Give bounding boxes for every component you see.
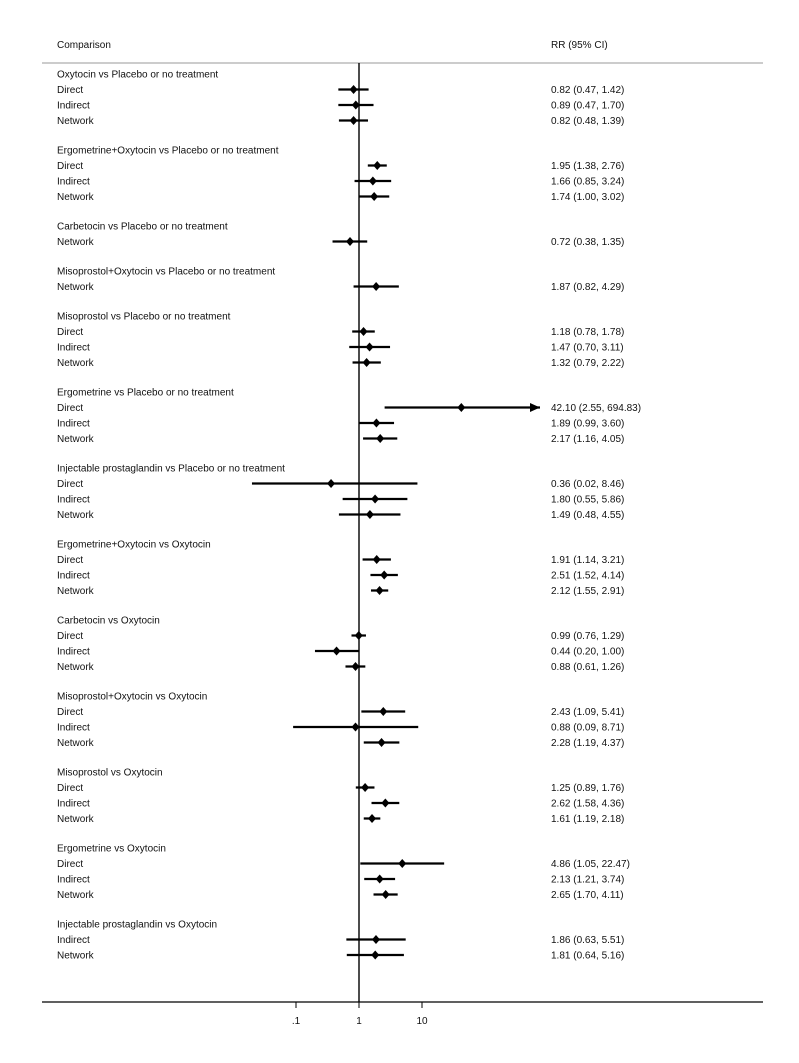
rr-ci-value: 0.89 (0.47, 1.70) xyxy=(551,100,625,112)
rr-ci-value: 1.49 (0.48, 4.55) xyxy=(551,510,625,521)
point-estimate xyxy=(376,434,384,443)
group-title: Carbetocin vs Placebo or no treatment xyxy=(57,221,228,233)
rr-ci-value: 1.32 (0.79, 2.22) xyxy=(551,358,625,369)
rr-ci-value: 0.36 (0.02, 8.46) xyxy=(551,479,625,490)
group-title: Injectable prostaglandin vs Oxytocin xyxy=(57,919,218,931)
rr-ci-value: 42.10 (2.55, 694.83) xyxy=(551,403,642,414)
group-title: Misoprostol vs Placebo or no treatment xyxy=(57,311,231,323)
rr-ci-value: 1.74 (1.00, 3.02) xyxy=(551,192,625,203)
point-estimate xyxy=(380,571,388,580)
row-label: Network xyxy=(57,116,94,127)
group-title: Carbetocin vs Oxytocin xyxy=(57,615,160,627)
rr-ci-value: 0.99 (0.76, 1.29) xyxy=(551,631,625,642)
header-comparison: Comparison xyxy=(57,40,111,51)
rr-ci-value: 1.87 (0.82, 4.29) xyxy=(551,282,625,293)
rr-ci-value: 0.82 (0.48, 1.39) xyxy=(551,116,625,127)
rr-ci-value: 1.25 (0.89, 1.76) xyxy=(551,783,625,794)
point-estimate xyxy=(381,799,389,808)
row-label: Network xyxy=(57,282,94,293)
row-label: Indirect xyxy=(57,176,90,188)
row-label: Indirect xyxy=(57,646,90,658)
row-label: Direct xyxy=(57,85,84,96)
point-estimate xyxy=(378,738,386,747)
point-estimate xyxy=(370,192,378,201)
row-label: Network xyxy=(57,950,94,962)
point-estimate xyxy=(373,161,381,170)
rr-ci-value: 0.88 (0.61, 1.26) xyxy=(551,662,625,673)
point-estimate xyxy=(376,586,384,595)
rr-ci-value: 0.82 (0.47, 1.42) xyxy=(551,85,625,96)
row-label: Network xyxy=(57,814,94,825)
row-label: Indirect xyxy=(57,100,90,112)
row-label: Network xyxy=(57,586,94,597)
rr-ci-value: 1.66 (0.85, 3.24) xyxy=(551,176,625,188)
row-label: Indirect xyxy=(57,798,90,810)
group-title: Oxytocin vs Placebo or no treatment xyxy=(57,69,219,81)
row-label: Indirect xyxy=(57,935,90,946)
point-estimate xyxy=(333,647,341,656)
header-estimate: RR (95% CI) xyxy=(551,40,608,51)
rr-ci-value: 0.44 (0.20, 1.00) xyxy=(551,646,625,658)
point-estimate xyxy=(366,510,374,519)
row-label: Indirect xyxy=(57,342,90,354)
rr-ci-value: 1.91 (1.14, 3.21) xyxy=(551,555,625,566)
point-estimate xyxy=(376,875,384,884)
group-title: Misoprostol+Oxytocin vs Placebo or no treatment xyxy=(57,266,276,278)
row-label: Direct xyxy=(57,707,84,718)
rr-ci-value: 1.95 (1.38, 2.76) xyxy=(551,161,625,172)
point-estimate xyxy=(369,177,377,186)
row-label: Direct xyxy=(57,783,84,794)
x-tick-label: 1 xyxy=(356,1016,362,1027)
point-estimate xyxy=(372,419,380,428)
point-estimate xyxy=(361,783,369,792)
rr-ci-value: 2.51 (1.52, 4.14) xyxy=(551,570,625,582)
point-estimate xyxy=(355,631,363,640)
rr-ci-value: 1.86 (0.63, 5.51) xyxy=(551,935,625,946)
group-title: Misoprostol+Oxytocin vs Oxytocin xyxy=(57,691,208,703)
point-estimate xyxy=(350,116,358,125)
rr-ci-value: 0.72 (0.38, 1.35) xyxy=(551,237,625,248)
row-label: Network xyxy=(57,237,94,248)
group-title: Ergometrine vs Placebo or no treatment xyxy=(57,387,234,399)
group-title: Ergometrine+Oxytocin vs Placebo or no treatment xyxy=(57,145,279,157)
point-estimate xyxy=(372,282,380,291)
rr-ci-value: 2.13 (1.21, 3.74) xyxy=(551,874,625,886)
row-label: Network xyxy=(57,662,94,673)
row-label: Direct xyxy=(57,859,84,870)
row-label: Network xyxy=(57,192,94,203)
ci-arrow xyxy=(530,403,540,412)
point-estimate xyxy=(363,358,371,367)
point-estimate xyxy=(379,707,387,716)
group-title: Injectable prostaglandin vs Placebo or no treatment xyxy=(57,463,285,475)
x-tick-label: 10 xyxy=(416,1016,428,1027)
point-estimate xyxy=(371,495,379,504)
point-estimate xyxy=(368,814,376,823)
row-label: Direct xyxy=(57,555,84,566)
rr-ci-value: 2.28 (1.19, 4.37) xyxy=(551,738,625,749)
point-estimate xyxy=(457,403,465,412)
row-label: Network xyxy=(57,358,94,369)
row-label: Indirect xyxy=(57,418,90,430)
group-title: Ergometrine vs Oxytocin xyxy=(57,843,166,855)
row-label: Indirect xyxy=(57,494,90,506)
rr-ci-value: 2.17 (1.16, 4.05) xyxy=(551,434,625,445)
row-label: Network xyxy=(57,738,94,749)
rr-ci-value: 1.81 (0.64, 5.16) xyxy=(551,950,625,962)
rr-ci-value: 2.12 (1.55, 2.91) xyxy=(551,586,625,597)
point-estimate xyxy=(366,343,374,352)
row-label: Network xyxy=(57,434,94,445)
point-estimate xyxy=(371,951,379,960)
row-label: Direct xyxy=(57,631,84,642)
rr-ci-value: 2.62 (1.58, 4.36) xyxy=(551,798,625,810)
row-label: Network xyxy=(57,510,94,521)
rr-ci-value: 2.65 (1.70, 4.11) xyxy=(551,890,624,901)
row-label: Network xyxy=(57,890,94,901)
point-estimate xyxy=(398,859,406,868)
rr-ci-value: 1.18 (0.78, 1.78) xyxy=(551,327,625,338)
row-label: Indirect xyxy=(57,722,90,734)
rr-ci-value: 1.47 (0.70, 3.11) xyxy=(551,342,624,354)
rr-ci-value: 0.88 (0.09, 8.71) xyxy=(551,722,625,734)
point-estimate xyxy=(350,85,358,94)
row-label: Direct xyxy=(57,479,84,490)
group-title: Misoprostol vs Oxytocin xyxy=(57,767,163,779)
point-estimate xyxy=(382,890,390,899)
row-label: Indirect xyxy=(57,874,90,886)
point-estimate xyxy=(373,555,381,564)
row-label: Direct xyxy=(57,403,84,414)
point-estimate xyxy=(372,935,380,944)
x-tick-label: .1 xyxy=(291,1016,301,1027)
point-estimate xyxy=(346,237,354,246)
rr-ci-value: 1.89 (0.99, 3.60) xyxy=(551,418,625,430)
rr-ci-value: 4.86 (1.05, 22.47) xyxy=(551,859,630,870)
rr-ci-value: 1.61 (1.19, 2.18) xyxy=(551,814,625,825)
point-estimate xyxy=(360,327,368,336)
group-title: Ergometrine+Oxytocin vs Oxytocin xyxy=(57,539,211,551)
row-label: Indirect xyxy=(57,570,90,582)
point-estimate xyxy=(327,479,335,488)
rr-ci-value: 2.43 (1.09, 5.41) xyxy=(551,707,625,718)
row-label: Direct xyxy=(57,161,84,172)
rr-ci-value: 1.80 (0.55, 5.86) xyxy=(551,494,625,506)
row-label: Direct xyxy=(57,327,84,338)
